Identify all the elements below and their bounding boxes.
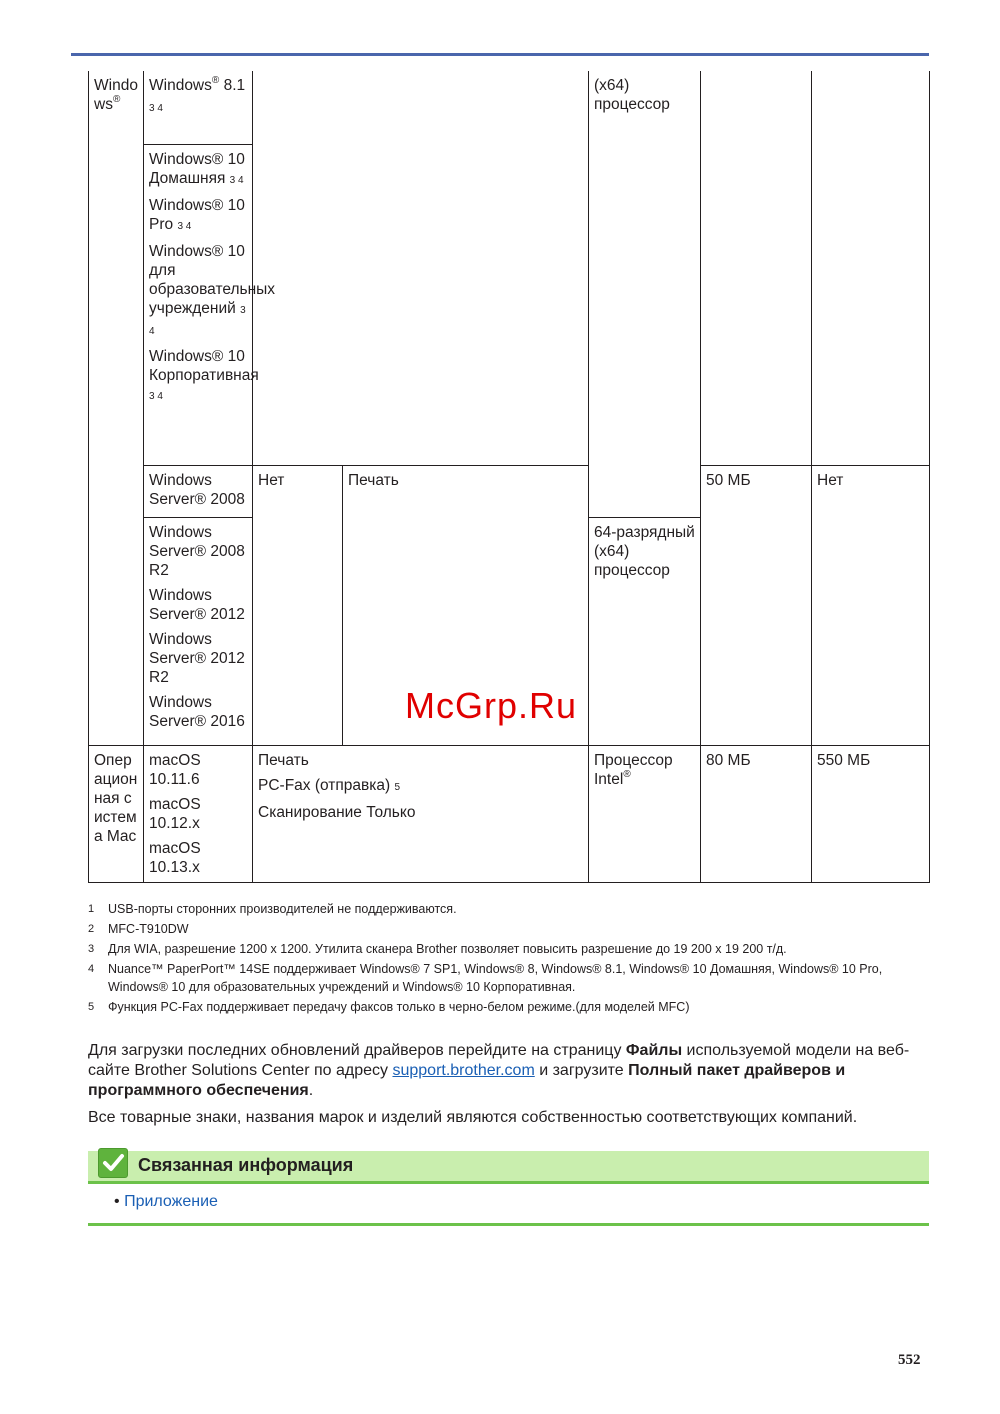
trademark-paragraph: Все товарные знаки, названия марок и изделий являются собственностью соответствующих компаний. [88,1109,858,1126]
mac-functions-cell: Печать PC-Fax (отправка) 5 Сканирование Только [253,745,589,882]
top-rule [71,53,929,56]
processor-x64-top-cell: (x64) процессор [589,71,701,517]
os-win10-list-cell: Windows® 10 Домашняя 3 4 Windows® 10 Pro 3 4 Windows® 10 для образовательных учреждений 3 4 Windows® 10 Корпоративная 3 4 [144,144,253,465]
function-print-cell: Печать [343,465,589,745]
processor-x64-bottom-cell: 64-разрядный (x64) процессор [589,517,701,745]
footnote: 5 Функция PC-Fax поддерживает передачу факсов только в черно-белом режиме.(для моделей MFC) [88,1000,690,1014]
related-info-title: Связанная информация [138,1155,354,1175]
os-ws2008-cell: Windows Server® 2008 [144,465,253,517]
footnote: 4 Nuance™ PaperPort™ 14SE поддерживает Windows® 7 SP1, Windows® 8, Windows® 8.1, Windows® 10 Домашняя, Windows® 10 Pro, Windows® 10 для образовательных учреждений и Windows® 10 Корпоративная. [88,962,883,994]
mac-disk-550mb-cell: 550 МБ [812,745,930,882]
checkmark-icon [98,1148,128,1178]
footnote: 3 Для WIA, разрешение 1200 x 1200. Утилита сканера Brother позволяет повысить разрешение до 19 200 x 19 200 т/д. [88,942,787,956]
page-number: 552 [898,1352,921,1368]
watermark: McGrp.Ru [405,685,578,726]
disk-50mb-cell: 50 МБ [701,465,812,745]
download-paragraph: Для загрузки последних обновлений драйверов перейдите на страницу Файлы используемой модели на веб-сайте Brother Solutions Center по адресу support.brother.com и загрузите Полный пакет драйверов и программного обеспечения. [88,1042,910,1099]
os-win81-cell: Windows® 8.1 3 4 [144,71,253,144]
appendix-link[interactable]: Приложение [124,1193,218,1210]
os-mac-cell: Операционная система Mac [89,745,144,882]
bottom-rule [88,1223,929,1226]
os-mac-list-cell: macOS 10.11.6 macOS 10.12.x macOS 10.13.x [144,745,253,882]
system-requirements-table [88,71,930,883]
empty-cell [253,71,589,465]
empty-cell [701,71,812,465]
os-windows-cell: Windows® [89,71,144,745]
footnotes [88,900,933,1018]
empty-cell [812,71,930,465]
related-link-item [114,1193,218,1211]
os-server-list-cell: Windows Server® 2008 R2 Windows Server® 2012 Windows Server® 2012 R2 Windows Server® 2016 [144,517,253,745]
related-info-header [88,1151,929,1184]
mac-disk-80mb-cell: 80 МБ [701,745,812,882]
footnote: 1 USB-порты сторонних производителей не поддерживаются. [88,902,457,916]
support-link[interactable]: support.brother.com [392,1062,535,1079]
extra-no-cell: Нет [812,465,930,745]
pc-fax-no-cell: Нет [253,465,343,745]
footnote: 2 MFC-T910DW [88,922,189,936]
bullet: • [114,1193,120,1210]
os-windows-label: Windows [94,77,138,113]
mac-processor-cell: Процессор Intel® [589,745,701,882]
